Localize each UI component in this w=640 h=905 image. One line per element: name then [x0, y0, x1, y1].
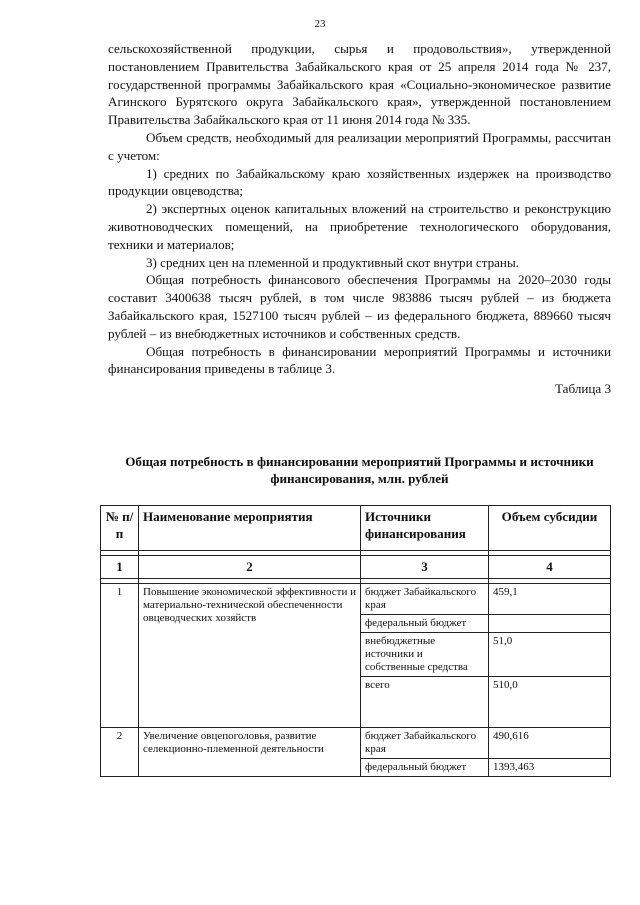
- col-number: 3: [361, 556, 489, 579]
- row-value: 1393,463: [489, 759, 611, 777]
- col-number: 4: [489, 556, 611, 579]
- table-row: [101, 584, 611, 615]
- header-value: Объем субсидии: [489, 506, 611, 551]
- row-name: Повышение экономической эффективности и материально-технической обеспеченности овцеводческих хозяйств: [139, 584, 361, 728]
- header-num: № п/п: [101, 506, 139, 551]
- table-label: Таблица 3: [555, 381, 611, 397]
- row-value: 510,0: [489, 677, 611, 728]
- row-num: 1: [101, 584, 139, 728]
- paragraph: Объем средств, необходимый для реализации мероприятий Программы, рассчитан с учетом:: [108, 129, 611, 163]
- row-source: бюджет Забайкальского края: [361, 728, 489, 759]
- row-source: внебюджетные источники и собственные средства: [361, 633, 489, 677]
- paragraph: 1) средних по Забайкальскому краю хозяйственных издержек на производство продукции овцеводства;: [108, 165, 611, 199]
- paragraph: сельскохозяйственной продукции, сырья и продовольствия», утвержденной постановлением Правительства Забайкальского края от 25 апреля 2014 года № 237, государственной программы Забайкальского края «Социально-экономическое развитие Агинского Бурятского округа Забайкальского края», утвержденной постановлением Правительства Забайкальского края от 11 июня 2014 года № 335.: [108, 41, 611, 128]
- paragraph: 2) экспертных оценок капитальных вложений на строительство и реконструкцию животноводческих помещений, на приобретение технологического оборудования, техники и материалов;: [108, 201, 611, 252]
- paragraph: Общая потребность в финансировании мероприятий Программы и источники финансирования приведены в таблице 3.: [108, 343, 611, 377]
- row-name: Увеличение овцепоголовья, развитие селекционно-племенной деятельности: [139, 728, 361, 777]
- row-value: 51,0: [489, 633, 611, 677]
- table-row: [101, 728, 611, 759]
- header-name: Наименование мероприятия: [139, 506, 361, 551]
- row-source: федеральный бюджет: [361, 615, 489, 633]
- col-number: 1: [101, 556, 139, 579]
- col-number: 2: [139, 556, 361, 579]
- row-source: федеральный бюджет: [361, 759, 489, 777]
- body-text: [108, 40, 611, 398]
- row-value: [489, 615, 611, 633]
- paragraph: Общая потребность финансового обеспечения Программы на 2020–2030 годы составит 3400638 тысяч рублей, в том числе 983886 тысяч рублей – из бюджета Забайкальского края, 1527100 тысяч рублей – из федерального бюджета, 889660 тысяч рублей – из внебюджетных источников и собственных средств.: [108, 272, 611, 341]
- row-value: 490,616: [489, 728, 611, 759]
- row-num: 2: [101, 728, 139, 777]
- table-header-row: [101, 506, 611, 551]
- row-source: бюджет Забайкальского края: [361, 584, 489, 615]
- financing-table: [100, 505, 611, 777]
- row-source: всего: [361, 677, 489, 728]
- page-number: 23: [314, 18, 326, 30]
- table-title: Общая потребность в финансировании мероприятий Программы и источники финансирования, млн. рублей: [125, 454, 594, 486]
- paragraph: 3) средних цен на племенной и продуктивный скот внутри страны.: [146, 254, 520, 270]
- row-value: 459,1: [489, 584, 611, 615]
- column-numbers-row: [101, 556, 611, 579]
- header-source: Источники финансирования: [361, 506, 489, 551]
